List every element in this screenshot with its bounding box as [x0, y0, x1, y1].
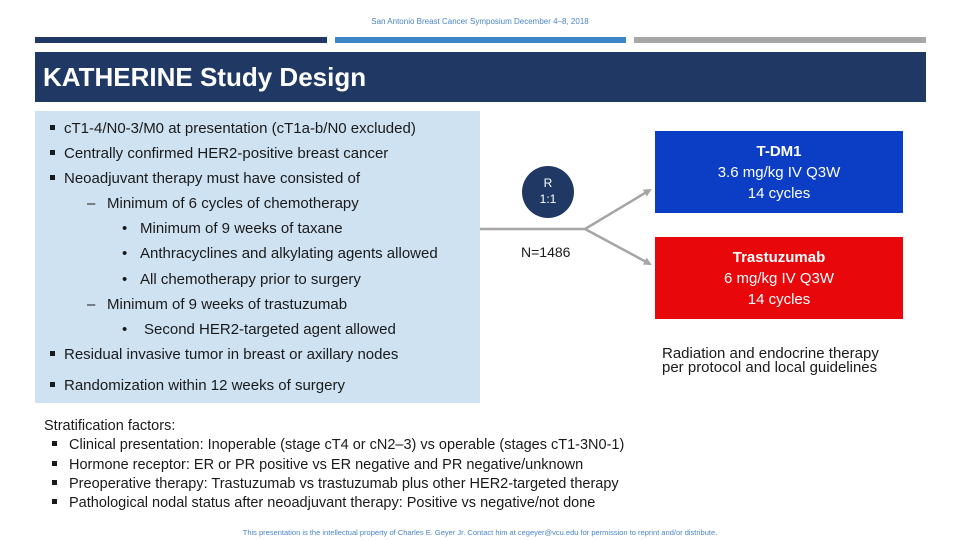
- criteria-subsubitem: • Minimum of 9 weeks of taxane: [122, 220, 343, 237]
- criteria-item: Randomization within 12 weeks of surgery: [50, 377, 345, 394]
- randomization-circle: R 1:1: [522, 166, 574, 218]
- stratification-item: Hormone receptor: ER or PR positive vs ER negative and PR negative/unknown: [52, 457, 583, 473]
- copyright-footer: This presentation is the intellectual property of Charles E. Geyer Jr. Contact him at cegeyer@vcu.edu for permission to reprint and/or distribute.: [242, 528, 718, 537]
- criteria-subsubitem: • Anthracyclines and alkylating agents allowed: [122, 245, 438, 262]
- criteria-subitem: – Minimum of 9 weeks of trastuzumab: [87, 296, 348, 313]
- stratification-item: Preoperative therapy: Trastuzumab vs trastuzumab plus other HER2-targeted therapy: [52, 476, 619, 492]
- radiation-note: Radiation and endocrine therapy per protocol and local guidelines: [662, 345, 879, 376]
- criteria-subitem: – Minimum of 6 cycles of chemotherapy: [87, 195, 359, 212]
- arm-name: T-DM1: [756, 143, 802, 160]
- stratification-heading: Stratification factors:: [44, 418, 176, 434]
- arrow-to-tdm1: [585, 190, 650, 229]
- criteria-item: cT1-4/N0-3/M0 at presentation (cT1a-b/N0 excluded): [50, 120, 416, 137]
- arm-dose: 6 mg/kg IV Q3W: [723, 270, 835, 287]
- criteria-item: Centrally confirmed HER2-positive breast cancer: [50, 145, 388, 162]
- arm-cycles: 14 cycles: [747, 185, 811, 202]
- arm-dose: 3.6 mg/kg IV Q3W: [717, 164, 841, 181]
- sample-size-label: N=1486: [521, 244, 571, 260]
- criteria-subsubitem: • All chemotherapy prior to surgery: [122, 271, 361, 288]
- square-bullet-icon: [52, 461, 57, 466]
- arrow-to-trastuzumab: [585, 229, 650, 264]
- arm-name: Trastuzumab: [732, 249, 826, 266]
- stratification-item: Clinical presentation: Inoperable (stage cT4 or cN2–3) vs operable (stages cT1-3N0-1): [52, 437, 624, 453]
- square-bullet-icon: [52, 480, 57, 485]
- criteria-item: Residual invasive tumor in breast or axillary nodes: [50, 346, 398, 363]
- criteria-subsubitem: • Second HER2-targeted agent allowed: [122, 321, 396, 338]
- slide-title: KATHERINE Study Design: [43, 62, 367, 92]
- criteria-item: Neoadjuvant therapy must have consisted of: [50, 170, 360, 187]
- arm-tdm1-box: [655, 131, 903, 213]
- square-bullet-icon: [52, 441, 57, 446]
- arm-trastuzumab-box: [655, 237, 903, 319]
- conference-header: San Antonio Breast Cancer Symposium December 4–8, 2018: [371, 17, 589, 26]
- square-bullet-icon: [52, 499, 57, 504]
- stratification-item: Pathological nodal status after neoadjuvant therapy: Positive vs negative/not done: [52, 495, 595, 511]
- arm-cycles: 14 cycles: [747, 291, 811, 308]
